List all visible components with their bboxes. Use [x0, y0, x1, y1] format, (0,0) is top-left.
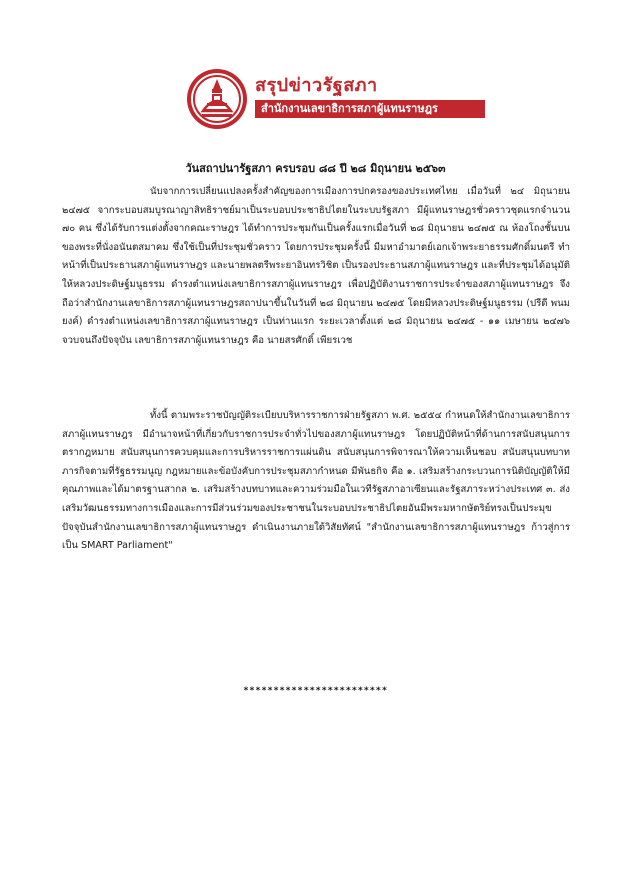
paragraph-1-text: นับจากการเปลี่ยนแปลงครั้งสำคัญของการเมืองการปกครองของประเทศไทย เมื่อวันที่ ๒๔ มิถุนายน ๒๔๗๕ จากระบอบสมบูรณาญาสิทธิราชย์มาเป็นระบอบประชาธิปไตยในระบบรัฐสภา มีผู้แทนราษฎรชั่วคราวชุดแรกจำนวน ๗๐ คน ซึ่งได้รับการแต่งตั้งจากคณะราษฎร ได้ทำการประชุมกันเป็นครั้งแรกเมื่อวันที่ ๒๘ มิถุนายน ๒๔๗๕ ณ ห้องโถงชั้นบนของพระที่นั่งอนันตสมาคม ซึ่งใช้เป็นที่ประชุมชั่วคราว โดยการประชุมครั้งนี้ มีมหาอำมาตย์เอกเจ้าพระยาธรรมศักดิ์มนตรี ทำหน้าที่เป็นประธานสภาผู้แทนราษฎร และนายพลตรีพระยาอินทรวิชิต เป็นรองประธานสภาผู้แทนราษฎร และที่ประชุมได้อนุมัติให้หลวงประดิษฐ์มนูธรรม ดำรงตำแหน่งเลขาธิการสภาผู้แทนราษฎร เพื่อปฏิบัติงานราชการประจำของสภาผู้แทนราษฎร จึงถือว่าสำนักงานเลขาธิการสภาผู้แทนราษฎรสถาปนาขึ้นในวันที่ ๒๘ มิถุนายน ๒๔๗๕ โดยมีหลวงประดิษฐ์มนูธรรม (ปรีดี พนมยงค์) ดำรงตำแหน่งเลขาธิการสภาผู้แทนราษฎร เป็นท่านแรก ระยะเวลาตั้งแต่ ๒๘ มิถุนายน ๒๔๗๕ - ๑๑ เมษายน ๒๔๗๖ จวบจนถึงปัจจุบัน เลขาธิการสภาผู้แทนราษฎร คือ นายสรศักดิ์ เพียรเวช [62, 186, 570, 346]
paragraph-1 [62, 183, 570, 350]
brand-block [255, 75, 485, 118]
paragraph-2 [62, 407, 570, 556]
document-title: วันสถาปนารัฐสภา ครบรอบ ๘๘ ปี ๒๘ มิถุนายน ๒๕๖๓ [185, 162, 446, 175]
paragraph-2-text: ทั้งนี้ ตามพระราชบัญญัติระเบียบบริหารราชการฝ่ายรัฐสภา พ.ศ. ๒๕๕๔ กำหนดให้สำนักงานเลขาธิการสภาผู้แทนราษฎร มีอำนาจหน้าที่เกี่ยวกับราชการประจำทั่วไปของสภาผู้แทนราษฎร โดยปฏิบัติหน้าที่ด้านการสนับสนุนการตรากฎหมาย สนับสนุนการควบคุมและการบริหารราชการแผ่นดิน สนับสนุนการพิจารณาให้ความเห็นชอบ สนับสนุนบทบาทภารกิจตามที่รัฐธรรมนูญ กฎหมายและข้อบังคับการประชุมสภากำหนด มีพันธกิจ คือ ๑. เสริมสร้างกระบวนการนิติบัญญัติให้มีคุณภาพและได้มาตรฐานสากล ๒. เสริมสร้างบทบาทและความร่วมมือในเวทีรัฐสภาอาเซียนและรัฐสภาระหว่างประเทศ ๓. ส่งเสริมวัฒนธรรมทางการเมืองและการมีส่วนร่วมของประชาชนในระบอบประชาธิปไตยอันมีพระมหากษัตริย์ทรงเป็นประมุข ปัจจุบันสำนักงานเลขาธิการสภาผู้แทนราษฎร ดำเนินงานภายใต้วิสัยทัศน์ "สำนักงานเลขาธิการสภาผู้แทนราษฎร ก้าวสู่การเป็น SMART Parliament" [62, 410, 570, 552]
brand-subtitle: สำนักงานเลขาธิการสภาผู้แทนราษฎร [255, 100, 485, 118]
brand-title: สรุปข่าวรัฐสภา [255, 75, 378, 96]
parliament-emblem-icon [185, 67, 249, 131]
end-divider: ************************ [243, 686, 388, 696]
letterhead [185, 67, 485, 139]
